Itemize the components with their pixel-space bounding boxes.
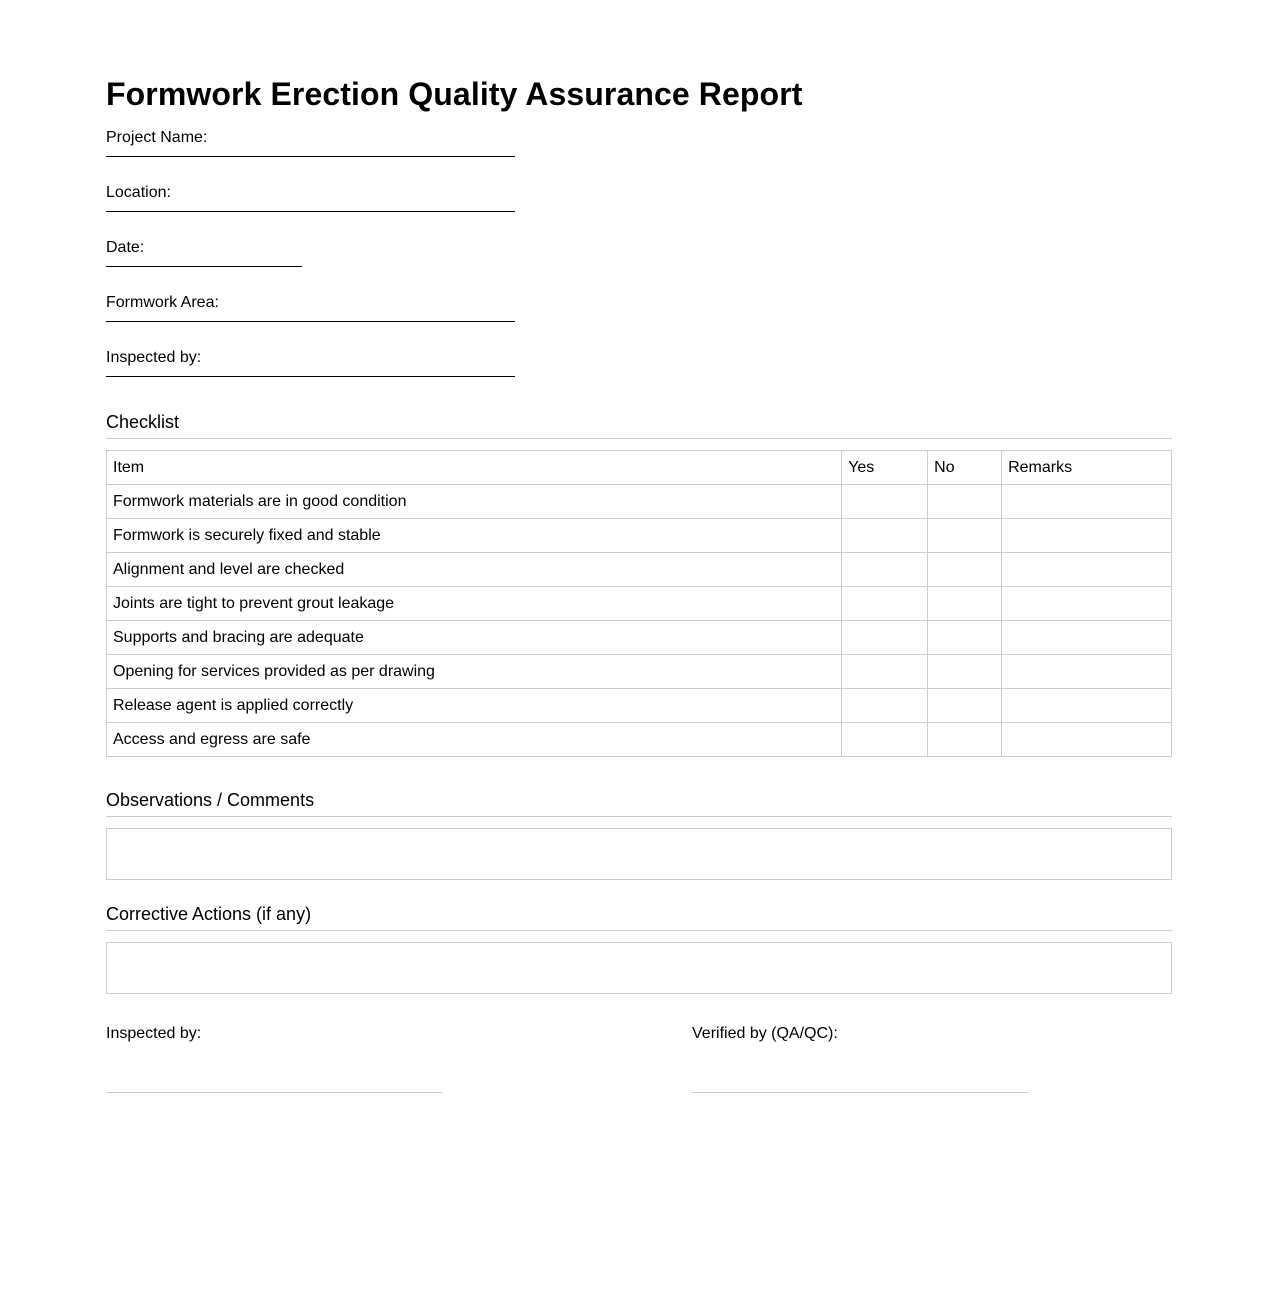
location-field[interactable] xyxy=(106,183,606,212)
no-cell[interactable] xyxy=(928,655,1002,689)
remarks-cell[interactable] xyxy=(1002,621,1172,655)
formwork-area-input-line[interactable] xyxy=(106,321,515,322)
project-name-input-line[interactable] xyxy=(106,156,515,157)
item-cell: Formwork materials are in good condition xyxy=(107,485,842,519)
table-row xyxy=(107,621,1172,655)
column-header-remarks: Remarks xyxy=(1002,451,1172,485)
item-cell: Alignment and level are checked xyxy=(107,553,842,587)
observations-textbox[interactable] xyxy=(106,828,1172,880)
item-cell: Formwork is securely fixed and stable xyxy=(107,519,842,553)
observations-heading: Observations / Comments xyxy=(106,789,1172,817)
location-label: Location: xyxy=(106,184,171,201)
remarks-cell[interactable] xyxy=(1002,689,1172,723)
remarks-cell[interactable] xyxy=(1002,587,1172,621)
no-cell[interactable] xyxy=(928,723,1002,757)
remarks-cell[interactable] xyxy=(1002,655,1172,689)
corrective-actions-textbox[interactable] xyxy=(106,942,1172,994)
table-row xyxy=(107,587,1172,621)
verified-by-signature-line[interactable] xyxy=(692,1092,1028,1093)
date-field[interactable] xyxy=(106,238,606,267)
inspected-by-signature-line[interactable] xyxy=(106,1092,442,1093)
no-cell[interactable] xyxy=(928,621,1002,655)
table-row xyxy=(107,485,1172,519)
yes-cell[interactable] xyxy=(842,655,928,689)
date-input-line[interactable] xyxy=(106,266,302,267)
project-name-field[interactable] xyxy=(106,128,606,157)
no-cell[interactable] xyxy=(928,553,1002,587)
item-cell: Release agent is applied correctly xyxy=(107,689,842,723)
inspected-by-field[interactable] xyxy=(106,348,606,377)
inspected-by-signature[interactable] xyxy=(106,1024,442,1093)
column-header-no: No xyxy=(928,451,1002,485)
table-row xyxy=(107,723,1172,757)
table-row xyxy=(107,689,1172,723)
formwork-area-label: Formwork Area: xyxy=(106,294,219,311)
remarks-cell[interactable] xyxy=(1002,485,1172,519)
remarks-cell[interactable] xyxy=(1002,723,1172,757)
remarks-cell[interactable] xyxy=(1002,519,1172,553)
table-row xyxy=(107,553,1172,587)
project-name-label: Project Name: xyxy=(106,129,208,146)
no-cell[interactable] xyxy=(928,485,1002,519)
inspected-by-signature-label: Inspected by: xyxy=(106,1025,202,1042)
checklist-heading: Checklist xyxy=(106,411,1172,439)
corrective-actions-heading: Corrective Actions (if any) xyxy=(106,903,1172,931)
yes-cell[interactable] xyxy=(842,621,928,655)
page-title: Formwork Erection Quality Assurance Report xyxy=(106,76,803,112)
item-cell: Joints are tight to prevent grout leakage xyxy=(107,587,842,621)
table-row xyxy=(107,655,1172,689)
yes-cell[interactable] xyxy=(842,519,928,553)
yes-cell[interactable] xyxy=(842,689,928,723)
checklist-table xyxy=(106,450,1172,757)
item-cell: Access and egress are safe xyxy=(107,723,842,757)
yes-cell[interactable] xyxy=(842,553,928,587)
yes-cell[interactable] xyxy=(842,485,928,519)
verified-by-signature[interactable] xyxy=(692,1024,1028,1093)
item-cell: Opening for services provided as per drawing xyxy=(107,655,842,689)
column-header-item: Item xyxy=(107,451,842,485)
date-label: Date: xyxy=(106,239,145,256)
no-cell[interactable] xyxy=(928,587,1002,621)
table-header-row xyxy=(107,451,1172,485)
item-cell: Supports and bracing are adequate xyxy=(107,621,842,655)
verified-by-signature-label: Verified by (QA/QC): xyxy=(692,1025,838,1042)
column-header-yes: Yes xyxy=(842,451,928,485)
inspected-by-input-line[interactable] xyxy=(106,376,515,377)
formwork-area-field[interactable] xyxy=(106,293,606,322)
yes-cell[interactable] xyxy=(842,587,928,621)
table-row xyxy=(107,519,1172,553)
remarks-cell[interactable] xyxy=(1002,553,1172,587)
no-cell[interactable] xyxy=(928,689,1002,723)
location-input-line[interactable] xyxy=(106,211,515,212)
no-cell[interactable] xyxy=(928,519,1002,553)
inspected-by-label: Inspected by: xyxy=(106,349,202,366)
yes-cell[interactable] xyxy=(842,723,928,757)
